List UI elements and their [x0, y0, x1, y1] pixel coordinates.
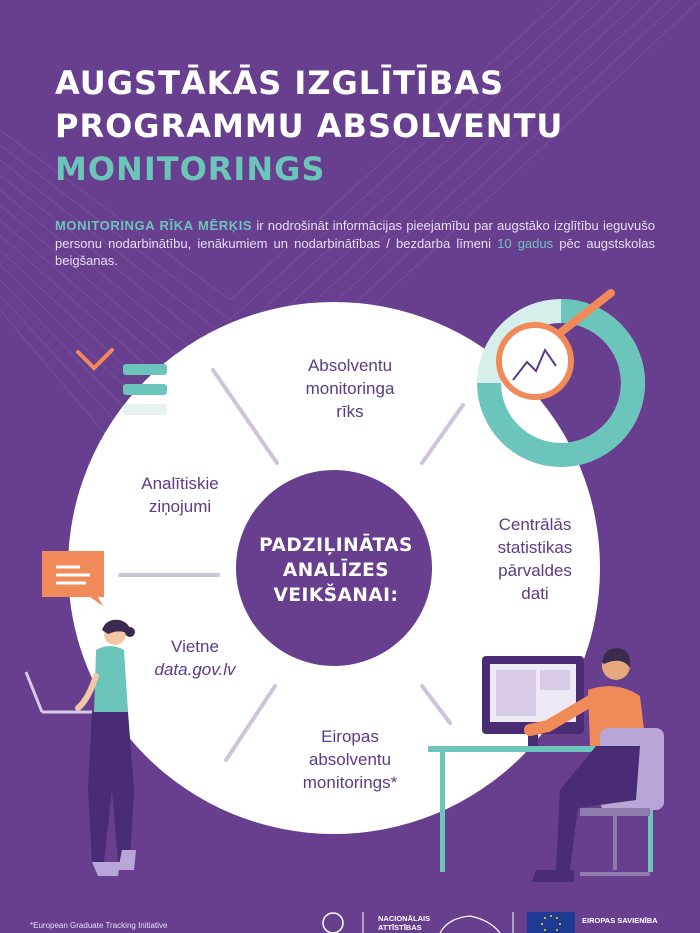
footnote: *European Graduate Tracking Initiative: [30, 921, 168, 930]
center-line-3: VEIKŠANAI:: [273, 585, 399, 606]
nap-logo-line-2: ATTĪSTĪBAS: [378, 923, 422, 932]
segment-website-url[interactable]: data.gov.lv: [154, 660, 236, 679]
title-line-3: MONITORINGS: [55, 150, 326, 188]
nap-logo-line-1: NACIONĀLAIS: [378, 914, 431, 923]
segment-bottom-line-1: Eiropas: [321, 727, 379, 746]
segment-top-line-1: Absolventu: [307, 356, 393, 375]
checkmark-icon: [78, 350, 112, 368]
intro-highlight: 10 gadus: [497, 235, 554, 251]
woman-laptop-illustration: [26, 620, 136, 876]
eu-logo-text: EIROPAS SAVIENĪBA: [582, 916, 658, 925]
nap-logo-text: [378, 914, 430, 932]
title-line-1: AUGSTĀKĀS IZGLĪTĪBAS: [55, 64, 505, 102]
segment-right-line-3: pārvaldes: [498, 561, 572, 580]
magnifier-chart-icon: [489, 293, 633, 455]
intro-text-2: pēc augstskolas beigšanas.: [55, 235, 655, 268]
intro-text-1: ir nodrošināt informācijas pieejamību par augstāko izglītību ieguvušo personu nodarbinātību, ienākumiem un nodarbinātības / bezdarba līmeni: [55, 218, 655, 251]
center-line-1: PADZIĻINĀTAS: [259, 535, 413, 556]
intro-lead: MONITORINGA RĪKA MĒRĶIS: [55, 218, 253, 233]
man-desk-illustration: [428, 648, 664, 882]
segment-website-label: Vietne: [171, 637, 219, 656]
segment-bottom-line-2: absolventu: [308, 750, 392, 769]
chat-bubble-icon: [42, 551, 104, 606]
center-line-2: ANALĪZES: [282, 560, 390, 581]
title-line-2: PROGRAMMU ABSOLVENTU: [55, 107, 564, 145]
segment-reports-line-2: ziņojumi: [148, 497, 212, 516]
segment-reports-line-1: Analītiskie: [141, 474, 219, 493]
segment-right-line-4: dati: [521, 584, 549, 603]
list-icon: [123, 364, 167, 415]
segment-right-line-1: Centrālās: [498, 515, 572, 534]
footer-logos: [323, 912, 575, 933]
segment-top-line-2: monitoringa: [305, 379, 395, 398]
segment-bottom-line-3: monitorings*: [302, 773, 398, 792]
segment-top-line-3: rīks: [336, 402, 364, 421]
segment-right-line-2: statistikas: [497, 538, 573, 557]
